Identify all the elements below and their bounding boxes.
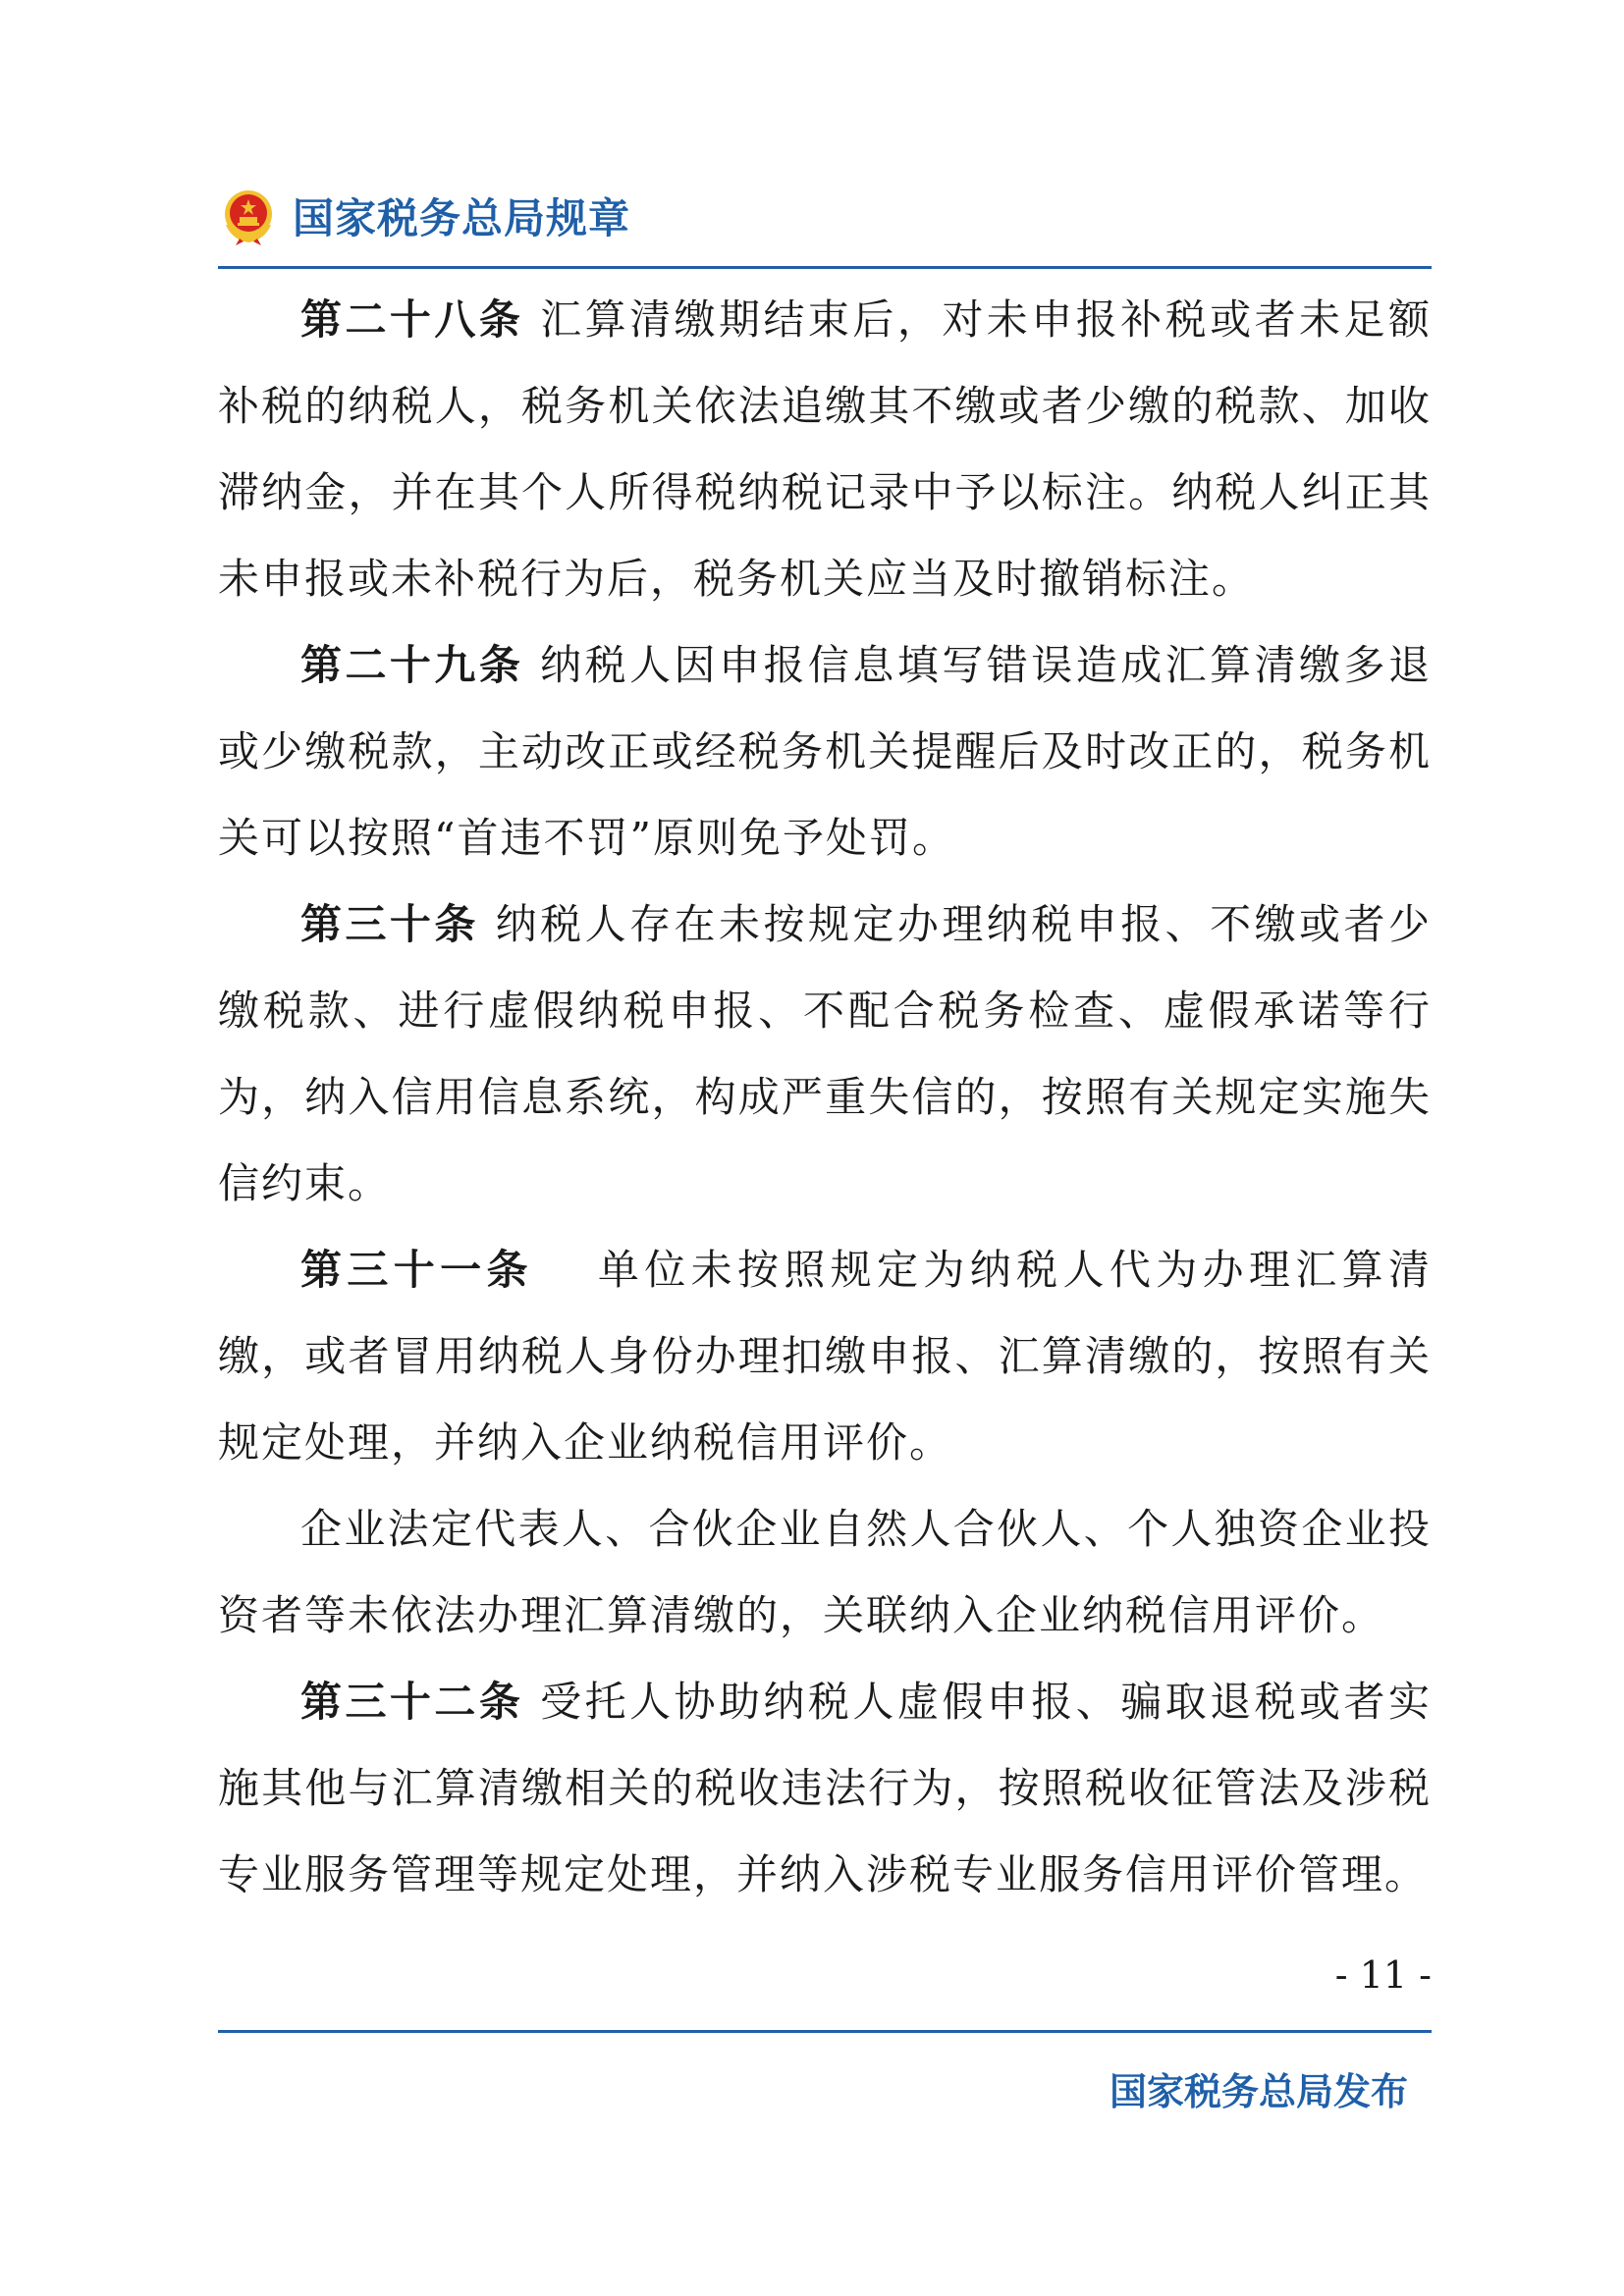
- paragraph-article-30: [218, 881, 1432, 1227]
- page-number: - 11 -: [1334, 1953, 1432, 1997]
- article-text: 单位未按照规定为纳税人代为办理汇算清缴，或者冒用纳税人身份办理扣缴申报、汇算清缴的，按照有关规定处理，并纳入企业纳税信用评价。: [218, 1246, 1432, 1467]
- paragraph-article-29: [218, 622, 1432, 881]
- document-header: [218, 177, 630, 255]
- header-title: 国家税务总局规章: [293, 194, 631, 242]
- article-heading: 第三十条: [300, 900, 479, 948]
- paragraph-article-31: [218, 1227, 1432, 1486]
- article-text: 纳税人存在未按规定办理纳税申报、不缴或者少缴税款、进行虚假纳税申报、不配合税务检查、虚假承诺等行为，纳入信用信息系统，构成严重失信的，按照有关规定实施失信约束。: [218, 900, 1432, 1207]
- article-text: 企业法定代表人、合伙企业自然人合伙人、个人独资企业投资者等未依法办理汇算清缴的，关联纳入企业纳税信用评价。: [218, 1505, 1432, 1639]
- footer-divider: [218, 2030, 1432, 2033]
- footer-publisher: 国家税务总局发布: [1109, 2070, 1408, 2113]
- article-text: 纳税人因申报信息填写错误造成汇算清缴多退或少缴税款，主动改正或经税务机关提醒后及时改正的，税务机关可以按照“首违不罚”原则免予处罚。: [218, 641, 1432, 862]
- paragraph-article-32: [218, 1659, 1432, 1918]
- header-divider: [218, 266, 1432, 269]
- article-heading: 第三十二条: [300, 1678, 524, 1726]
- article-text: 受托人协助纳税人虚假申报、骗取退税或者实施其他与汇算清缴相关的税收违法行为，按照税收征管法及涉税专业服务管理等规定处理，并纳入涉税专业服务信用评价管理。: [218, 1678, 1432, 1898]
- national-emblem-icon: [218, 186, 279, 246]
- article-heading: 第二十八条: [300, 295, 524, 344]
- paragraph-article-31-continued: [218, 1486, 1432, 1659]
- article-heading: 第二十九条: [300, 641, 524, 689]
- article-heading: 第三十一条: [300, 1246, 533, 1294]
- paragraph-article-28: [218, 277, 1432, 622]
- document-body: [218, 277, 1432, 1918]
- article-text: 汇算清缴期结束后，对未申报补税或者未足额补税的纳税人，税务机关依法追缴其不缴或者少缴的税款、加收滞纳金，并在其个人所得税纳税记录中予以标注。纳税人纠正其未申报或未补税行为后，税务机关应当及时撤销标注。: [218, 295, 1432, 603]
